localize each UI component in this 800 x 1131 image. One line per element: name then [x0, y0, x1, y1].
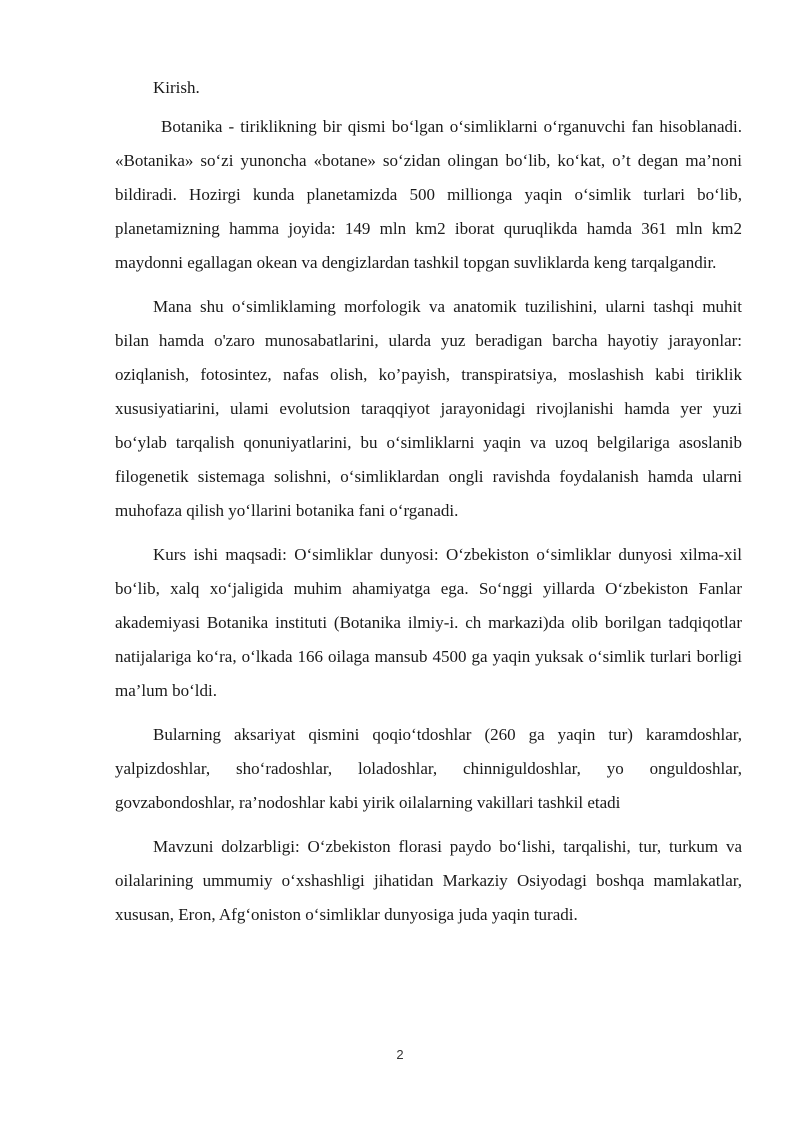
page-number: 2 — [396, 1047, 404, 1062]
paragraph-topic-relevance: Mavzuni dolzarbligi: O‘zbekiston florasi paydo bo‘lishi, tarqalishi, tur, turkum va oilalarining ummumiy o‘xshashligi jihatidan Markaziy Osiyodagi boshqa mamlakatlar, xususan, Eron, Afg‘oniston o‘simliklar dunyosiga juda yaqin turadi. — [115, 837, 742, 924]
document-page — [115, 72, 742, 942]
paragraph-intro-botanika: Botanika - tiriklikning bir qismi bo‘lgan o‘simliklarni o‘rganuvchi fan hisoblanadi. «Botanika» so‘zi yunoncha «botane» so‘zidan olingan bo‘lib, ko‘kat, o’t degan ma’noni bildiradi. Hozirgi kunda planetamizda 500 millionga yaqin o‘simlik turlari bo‘lib, planetamizning hamma joyida: 149 mln km2 iborat quruqlikda hamda 361 mln km2 maydonni egallagan okean va dengizlardan tashkil topgan suvliklarda keng tarqalgandir. — [115, 117, 742, 272]
paragraph-study-scope: Mana shu o‘simliklaming morfologik va anatomik tuzilishini, ularni tashqi muhit bilan hamda o'zaro munosabatlarini, ularda yuz beradigan barcha hayotiy jarayonlar: oziqlanish, fotosintez, nafas olish, ko’payish, transpiratsiya, moslashish kabi tiriklik xususiyatiarini, ulami evolutsion taraqqiyot jarayonidagi rivojlanishi hamda yer yuzi bo‘ylab tarqalish qonuniyatlarini, bu o‘simliklarni yaqin va uzoq belgilariga asoslanib filogenetik sistemaga solishni, o‘simliklardan ongli ravishda foydalanish hamda ularni muhofaza qilish yo‘llarini botanika fani o‘rganadi. — [115, 297, 742, 520]
paragraph-course-goal: Kurs ishi maqsadi: O‘simliklar dunyosi: O‘zbekiston o‘simliklar dunyosi xilma-xil bo‘lib, xalq xo‘jaligida muhim ahamiyatga ega. So‘nggi yillarda O‘zbekiston Fanlar akademiyasi Botanika instituti (Botanika ilmiy-i. ch markazi)da olib borilgan tadqiqotlar natijalariga ko‘ra, o‘lkada 166 oilaga mansub 4500 ga yaqin yuksak o‘simlik turlari borligi ma’lum bo‘ldi. — [115, 545, 742, 700]
section-heading: Kirish. — [153, 78, 200, 97]
paragraph-plant-families: Bularning aksariyat qismini qoqio‘tdoshlar (260 ga yaqin tur) karamdoshlar, yalpizdoshlar, sho‘radoshlar, loladoshlar, chinniguldoshlar, yo onguldoshlar, govzabondoshlar, ra’nodoshlar kabi yirik oilalarning vakillari tashkil etadi — [115, 725, 742, 812]
